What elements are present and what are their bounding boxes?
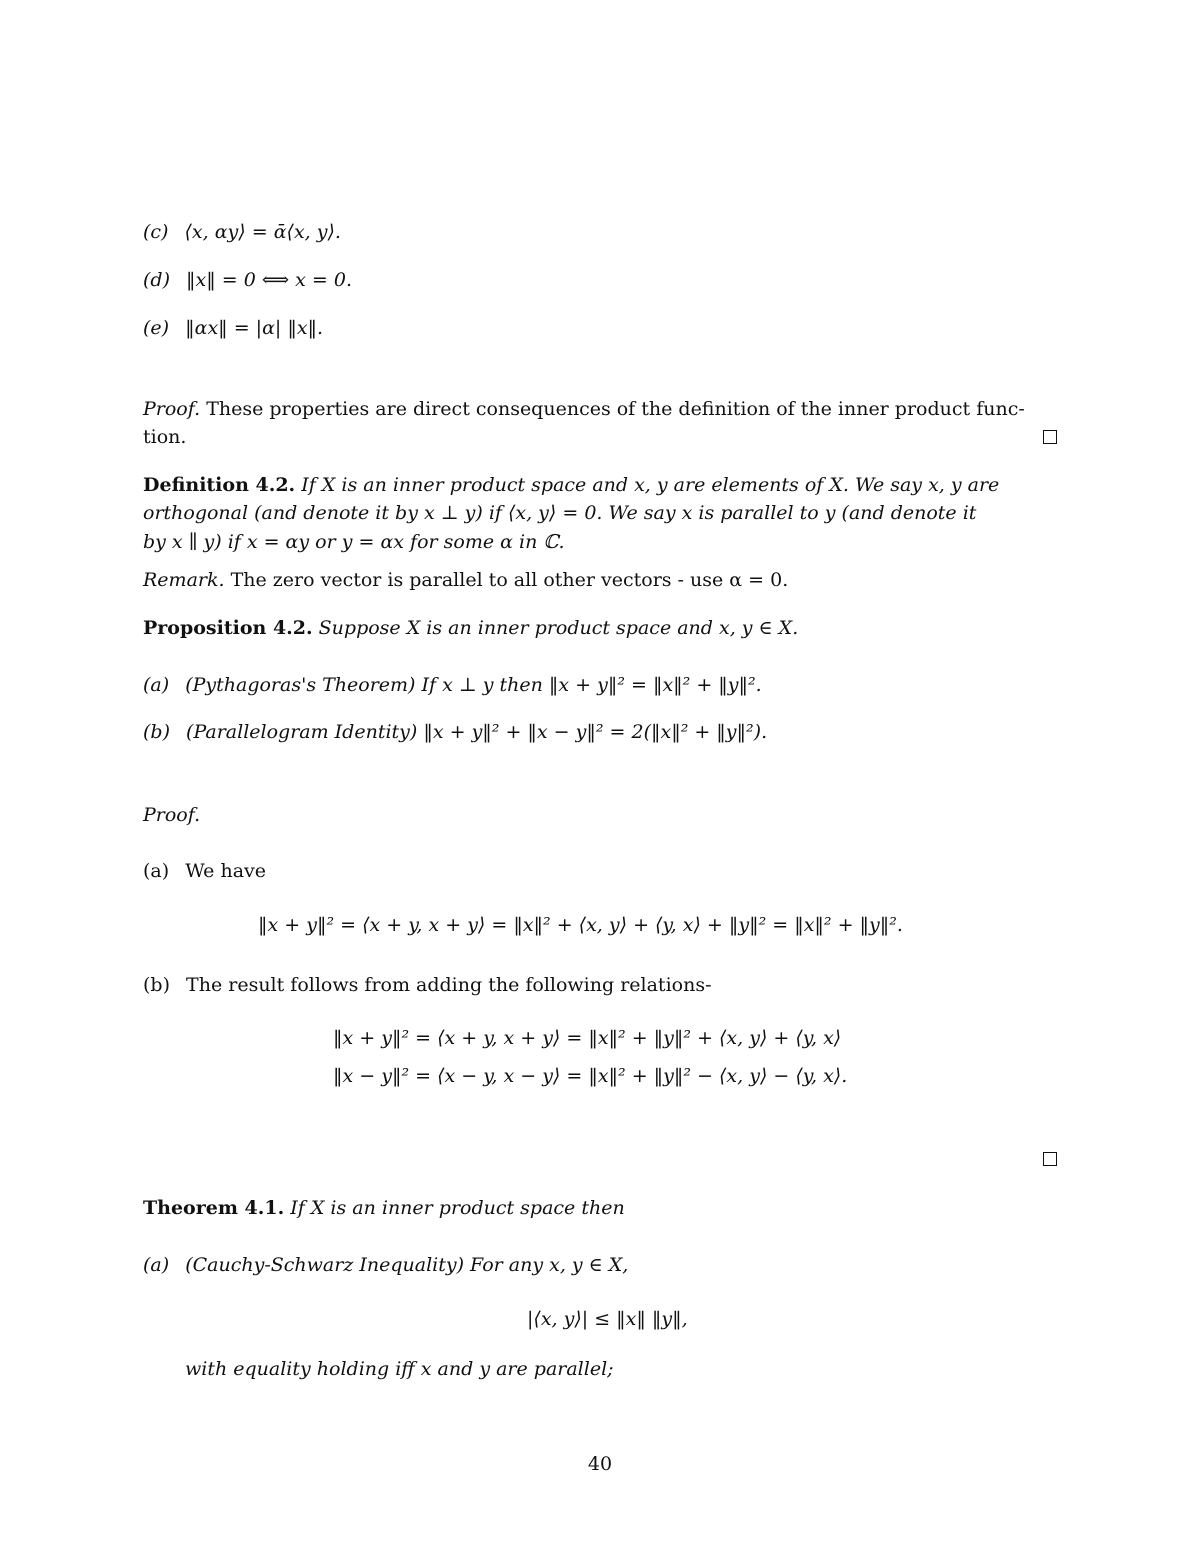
item-formula: ⟨x, αy⟩ = ᾱ⟨x, y⟩.: [184, 221, 341, 243]
definition-line1: [143, 471, 999, 499]
proof1-line2: [143, 423, 186, 451]
remark-head: Remark.: [143, 569, 225, 591]
definition-text1: If X is an inner product space and x, y are elements of X. We say x, y are: [301, 474, 1000, 496]
proof1-text2: tion.: [143, 426, 187, 448]
proof1-head: Proof.: [143, 398, 201, 420]
theorem-text: If X is an inner product space then: [290, 1197, 625, 1219]
qed-box: [1043, 1152, 1057, 1166]
item-text: (Parallelogram Identity) ‖x + y‖² + ‖x − y‖² = 2(‖x‖² + ‖y‖²).: [186, 721, 768, 743]
item-text: (Pythagoras's Theorem) If x ⊥ y then ‖x + y‖² = ‖x‖² + ‖y‖².: [185, 674, 762, 696]
proof2-b-text: The result follows from adding the following relations-: [186, 974, 712, 996]
page-number: 40: [587, 1453, 613, 1475]
proposition: [143, 614, 798, 642]
proof2-a: [143, 857, 266, 885]
definition-line3: by x ∥ y) if x = αy or y = αx for some α in ℂ.: [143, 531, 565, 553]
proof2-b-equation2: ‖x − y‖² = ⟨x − y, x − y⟩ = ‖x‖² + ‖y‖² − ⟨x, y⟩ − ⟨y, x⟩.: [333, 1065, 848, 1087]
theorem-a-equation: |⟨x, y⟩| ≤ ‖x‖ ‖y‖,: [527, 1308, 688, 1330]
proposition-head: Proposition 4.2.: [143, 617, 313, 639]
proof1-line1: [143, 395, 1025, 423]
proof2-a-label: (a): [143, 860, 170, 882]
theorem-head: Theorem 4.1.: [143, 1197, 285, 1219]
list-item-c: [143, 218, 341, 246]
item-label: (a): [143, 674, 170, 696]
proposition-item-b: [143, 718, 767, 746]
proof2-a-equation: ‖x + y‖² = ⟨x + y, x + y⟩ = ‖x‖² + ⟨x, y⟩ + ⟨y, x⟩ + ‖y‖² = ‖x‖² + ‖y‖².: [258, 914, 903, 936]
proof2-a-text: We have: [185, 860, 267, 882]
item-formula: ‖αx‖ = |α| ‖x‖.: [185, 317, 324, 339]
definition-line2: orthogonal (and denote it by x ⊥ y) if ⟨x, y⟩ = 0. We say x is parallel to y (and denote it: [143, 502, 977, 524]
proposition-item-a: [143, 671, 762, 699]
qed-box: [1043, 430, 1057, 444]
item-label: (c): [143, 221, 169, 243]
theorem: [143, 1194, 625, 1222]
list-item-e: [143, 314, 323, 342]
item-label: (b): [143, 721, 170, 743]
item-label: (d): [143, 269, 170, 291]
item-label: (e): [143, 317, 170, 339]
item-label: (a): [143, 1254, 170, 1276]
proof2-b-label: (b): [143, 974, 170, 996]
item-formula: ‖x‖ = 0 ⟺ x = 0.: [186, 269, 353, 291]
list-item-d: [143, 266, 352, 294]
proof2-b-equation1: ‖x + y‖² = ⟨x + y, x + y⟩ = ‖x‖² + ‖y‖² + ⟨x, y⟩ + ⟨y, x⟩: [333, 1027, 842, 1049]
definition-head: Definition 4.2.: [143, 474, 296, 496]
theorem-item-a: [143, 1251, 628, 1279]
proof2-b: [143, 971, 712, 999]
remark: [143, 566, 788, 594]
theorem-a-tail: with equality holding iff x and y are parallel;: [185, 1358, 614, 1380]
proof2-head: Proof.: [143, 804, 201, 826]
item-text: (Cauchy-Schwarz Inequality) For any x, y ∈ X,: [185, 1254, 629, 1276]
proof1-text1: These properties are direct consequences of the definition of the inner product func-: [206, 398, 1025, 420]
remark-text: The zero vector is parallel to all other vectors - use α = 0.: [230, 569, 789, 591]
proposition-text: Suppose X is an inner product space and x, y ∈ X.: [318, 617, 799, 639]
